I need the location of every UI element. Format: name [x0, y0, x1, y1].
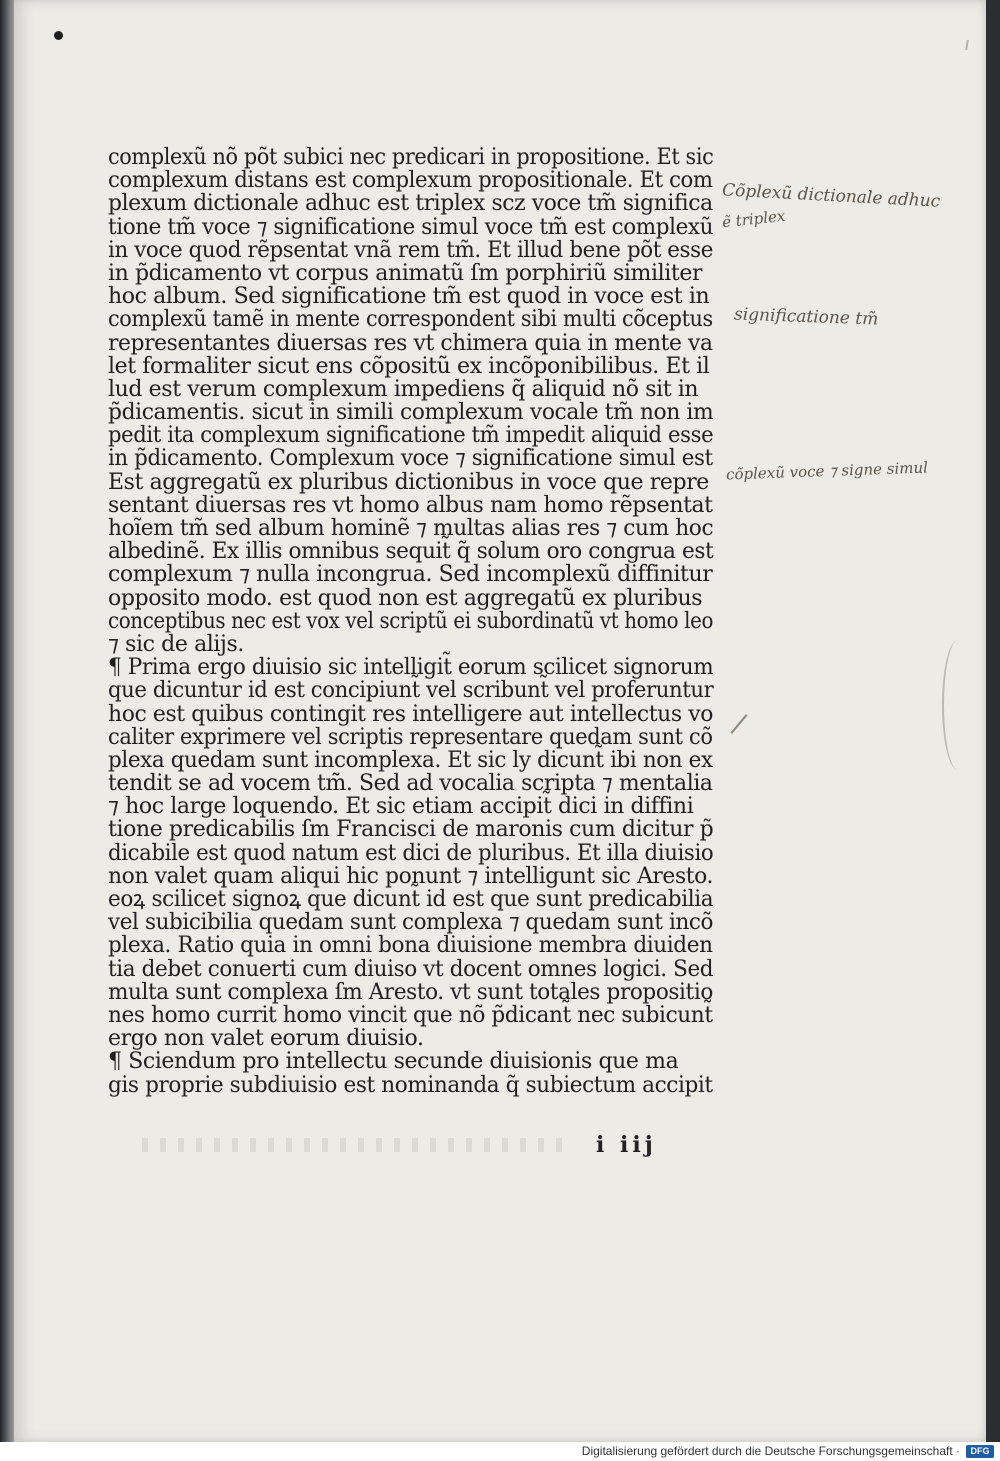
book-gutter [0, 0, 14, 1442]
dfg-logo: DFG [966, 1445, 994, 1458]
text-line: sentant diuersas res vt homo albus nam homo rẽpsentat [108, 492, 713, 518]
text-line: in voce quod rẽpsentat vnã rem tm̃. Et illud bene põt esse [108, 237, 713, 263]
text-line: eoꝝ scilicet signoꝝ que dicunt̃ id est que sunt predicabilia [108, 887, 714, 912]
show-through-smudge [142, 1138, 562, 1152]
signature-mark: i iij [596, 1132, 657, 1158]
text-line: caliter exprimere vel scriptis representare quedam sunt cõ [108, 724, 713, 750]
footer-credit: Digitalisierung gefördert durch die Deutsche Forschungsgemeinschaft · [581, 1444, 960, 1458]
text-line: gis proprie subdiuisio est nominanda q̃ subiectum accipit [108, 1072, 713, 1098]
text-line: in p̃dicamento vt corpus animatũ ſm porphiriũ similiter [108, 260, 703, 286]
footer-bar [0, 1442, 1000, 1461]
text-line: pedit ita complexum significatione tm̃ impedit aliquid esse [108, 423, 714, 449]
text-line: non valet quam aliqui hic ponunt ⁊ intelligunt sic Aresto. [108, 863, 714, 889]
text-line: multa sunt complexa ſm Aresto. vt sunt totales propositio [108, 979, 713, 1005]
text-line: complexum distans est complexum propositionale. Et com [108, 168, 713, 194]
text-line: plexa. Ratio quia in omni bona diuisione membra diuiden [108, 933, 713, 959]
text-line: hoĩem tm̃ sed album hominẽ ⁊ multas alias res ⁊ cum hoc [108, 516, 714, 541]
marginal-note-3: significatione tm̃ [733, 304, 879, 330]
text-line: ¶ Prima ergo diuisio sic intelligit̃ eorum scilicet signorum [108, 655, 714, 681]
text-line: opposito modo. est quod non est aggregatũ ex pluribus [108, 585, 703, 611]
printed-text-block [108, 146, 713, 1097]
marginal-note-4: cõplexũ voce ⁊ signe simul [725, 458, 929, 484]
text-line: tendit se ad vocem tm̃. Sed ad vocalia scripta ⁊ mentalia [108, 771, 713, 797]
text-line: plexum dictionale adhuc est triplex scz voce tm̃ significa [108, 191, 713, 217]
text-line: complexũ nõ põt subici nec predicari in propositione. Et sic [108, 145, 714, 170]
text-line: p̃dicamentis. sicut in simili complexum vocale tm̃ non im [108, 400, 714, 426]
ink-dot [54, 31, 63, 40]
text-line: tione tm̃ voce ⁊ significatione simul voce tm̃ est complexũ [108, 214, 714, 240]
text-line: complexum ⁊ nulla incongrua. Sed incomplexũ diffinitur [108, 562, 713, 588]
text-line: que dicuntur id est concipiunt̃ vel scribunt̃ vel proferuntur [108, 678, 714, 704]
text-line: ⁊ sic de alijs. [108, 631, 244, 657]
marginal-note-1: Cõplexũ dictionale adhuc [721, 180, 941, 212]
text-line: ¶ Sciendum pro intellectu secunde diuisionis que ma [108, 1049, 679, 1075]
text-line: representantes diuersas res vt chimera quia in mente va [108, 330, 713, 356]
text-line: let formaliter sicut ens cõpositũ ex incõponibilibus. Et il [108, 353, 710, 379]
marginal-note-2: ẽ triplex [721, 206, 787, 232]
text-line: complexũ tamẽ in mente correspondent sibi multi cõceptus [108, 307, 713, 333]
text-line: in p̃dicamento. Complexum voce ⁊ significatione simul est [108, 446, 713, 472]
text-line: Est aggregatũ ex pluribus dictionibus in voce que repre [108, 469, 709, 495]
text-line: hoc album. Sed significatione tm̃ est quod in voce est in [108, 284, 710, 310]
text-line: plexa quedam sunt incomplexa. Et sic ly dicunt̃ ibi non ex [108, 747, 713, 773]
text-line: tia debet conuerti cum diuiso vt docent omnes logici. Sed [108, 956, 714, 982]
corner-mark [965, 40, 969, 50]
text-line: dicabile est quod natum est dici de pluribus. Et illa diuisio [108, 840, 714, 866]
text-line: ⁊ hoc large loquendo. Et sic etiam accipit̃ dici in diffini [108, 794, 694, 820]
text-line: conceptibus nec est vox vel scriptũ ei subordinatũ vt homo leo [108, 608, 714, 634]
page-edge-curl [942, 640, 974, 770]
text-line: nes homo currit homo vincit que nõ p̃dicant̃ nec subicunt̃ [108, 1002, 713, 1028]
text-line: albedinẽ. Ex illis omnibus sequit̃ q̃ solum oro congrua est [108, 539, 714, 565]
text-line: ergo non valet eorum diuisio. [108, 1026, 424, 1052]
text-line: vel subicibilia quedam sunt complexa ⁊ quedam sunt incõ [108, 910, 714, 936]
text-line: tione predicabilis ſm Francisci de maronis cum dicitur p̃ [108, 817, 714, 843]
text-line: lud est verum complexum impediens q̃ aliquid nõ sit in [108, 376, 699, 402]
text-line: hoc est quibus contingit res intelligere aut intellectus vo [108, 701, 714, 727]
